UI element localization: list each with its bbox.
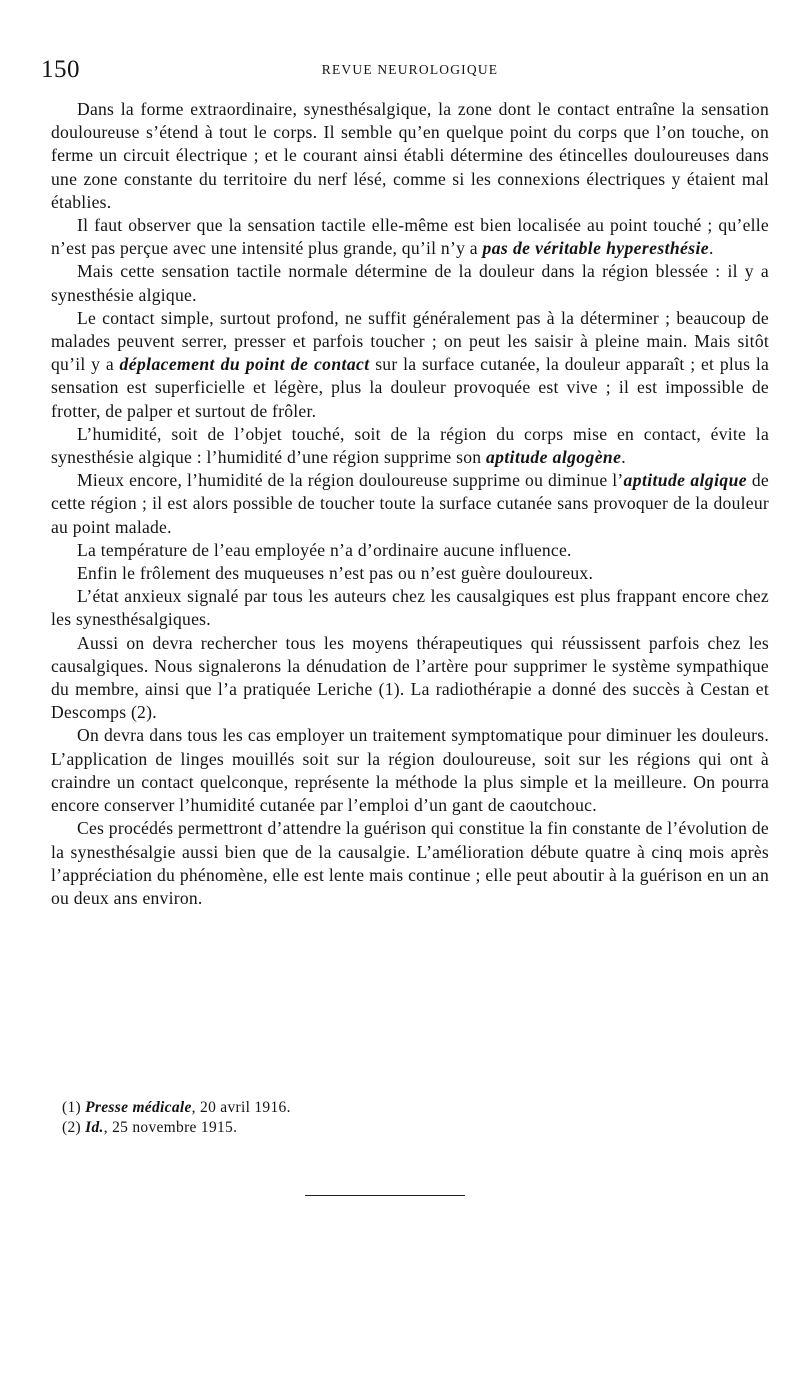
italic-text: Id.	[85, 1119, 104, 1136]
text-run: .	[709, 238, 714, 259]
paragraph	[51, 469, 769, 539]
text-run: L’humidité, soit de l’objet touché, soit de la région du corps mise en contact, évite la synesthésie algique : l’humidité d’une région supprime son	[51, 423, 769, 468]
paragraph	[51, 307, 769, 423]
text-run: La température de l’eau employée n’a d’ordinaire aucune influence.	[77, 539, 572, 560]
article-body	[51, 98, 769, 910]
text-run: .	[621, 447, 626, 468]
italic-text: déplacement du point de contact	[119, 354, 370, 375]
text-run: L’état anxieux signalé par tous les auteurs chez les causalgiques est plus frappant encore chez les synesthésalgiques.	[51, 586, 769, 630]
text-run: Mieux encore, l’humidité de la région douloureuse supprime ou diminue l’	[77, 470, 624, 491]
text-run: Le contact simple, surtout profond, ne suffit généralement pas à la déterminer ; beaucoup de malades peuvent serrer, presser et parfois toucher ; on peut les saisir à pleine main. Mais sitôt qu’il y a	[51, 307, 769, 375]
text-run: , 25 novembre 1915.	[103, 1119, 238, 1136]
text-run: Ces procédés permettront d’attendre la guérison qui constitue la fin constante de l’évolution de la synesthésalgie aussi bien que de la causalgie. L’amélioration débute quatre à cinq mois après l’appréciation du phénomène, elle est lente mais continue ; elle peut aboutir à la guérison en un an ou deux ans environ.	[51, 818, 769, 908]
text-run: (2)	[62, 1119, 86, 1136]
paragraph	[51, 539, 769, 562]
footnotes	[62, 1098, 662, 1138]
paragraph	[51, 423, 769, 469]
text-run: sur la surface cutanée, la douleur apparaît ; et plus la sensation est superficielle et légère, plus la douleur provoquée est vive ; il est impossible de frotter, de palper et surtout de frôler.	[51, 354, 770, 421]
text-run: Il faut observer que la sensation tactile elle-même est bien localisée au point touché ; qu’elle n’est pas perçue avec une intensité plus grande, qu’il n’y a	[51, 215, 769, 259]
paragraph	[51, 562, 769, 585]
paragraph	[51, 585, 769, 631]
page-number: 150	[41, 56, 80, 83]
italic-text: Presse médicale	[85, 1099, 192, 1116]
text-run: , 20 avril 1916.	[191, 1099, 291, 1116]
running-title: REVUE NEUROLOGIQUE	[321, 62, 499, 77]
paragraph	[51, 632, 769, 725]
paragraph	[51, 214, 769, 260]
paragraph	[51, 817, 769, 910]
text-run: Enfin le frôlement des muqueuses n’est pas ou n’est guère douloureux.	[77, 563, 594, 584]
text-run: de cette région ; il est alors possible de toucher toute la surface cutanée sans provoquer de la douleur au point malade.	[51, 470, 769, 537]
italic-text: aptitude algogène	[485, 447, 622, 468]
text-run: Mais cette sensation tactile normale détermine de la douleur dans la région blessée : il y a synesthésie algique.	[51, 261, 769, 305]
paragraph	[51, 260, 769, 306]
italic-text: aptitude algique	[623, 470, 747, 491]
paragraph	[51, 98, 769, 214]
footnote	[62, 1118, 662, 1138]
text-run: Dans la forme extraordinaire, synesthésalgique, la zone dont le contact entraîne la sensation douloureuse s’étend à tout le corps. Il semble qu’en quelque point du corps que l’on touche, on ferme un circuit électrique ; et le courant ainsi établi détermine des étincelles douloureuses dans une zone constante du territoire du nerf lésé, comme si les connexions électriques y étaient mal établies.	[51, 99, 769, 212]
end-rule	[305, 1195, 465, 1196]
text-run: On devra dans tous les cas employer un traitement symptomatique pour diminuer les douleurs. L’application de linges mouillés soit sur la région douloureuse, soit sur les régions qui ont à craindre un contact quelconque, représente la méthode la plus simple et la meilleure. On pourra encore conserver l’humidité cutanée par l’emploi d’un gant de caoutchouc.	[51, 725, 769, 816]
italic-text: pas de véritable hyperesthésie	[482, 238, 710, 259]
footnote	[62, 1098, 662, 1118]
text-run: Aussi on devra rechercher tous les moyens thérapeutiques qui réussissent parfois chez les causalgiques. Nous signalerons la dénudation de l’artère pour supprimer le système sympathique du membre, ainsi que l’a pratiquée Leriche (1). La radiothérapie a donné des succès à Cestan et Descomps (2).	[51, 632, 769, 723]
paragraph	[51, 724, 769, 817]
text-run: (1)	[62, 1099, 86, 1116]
